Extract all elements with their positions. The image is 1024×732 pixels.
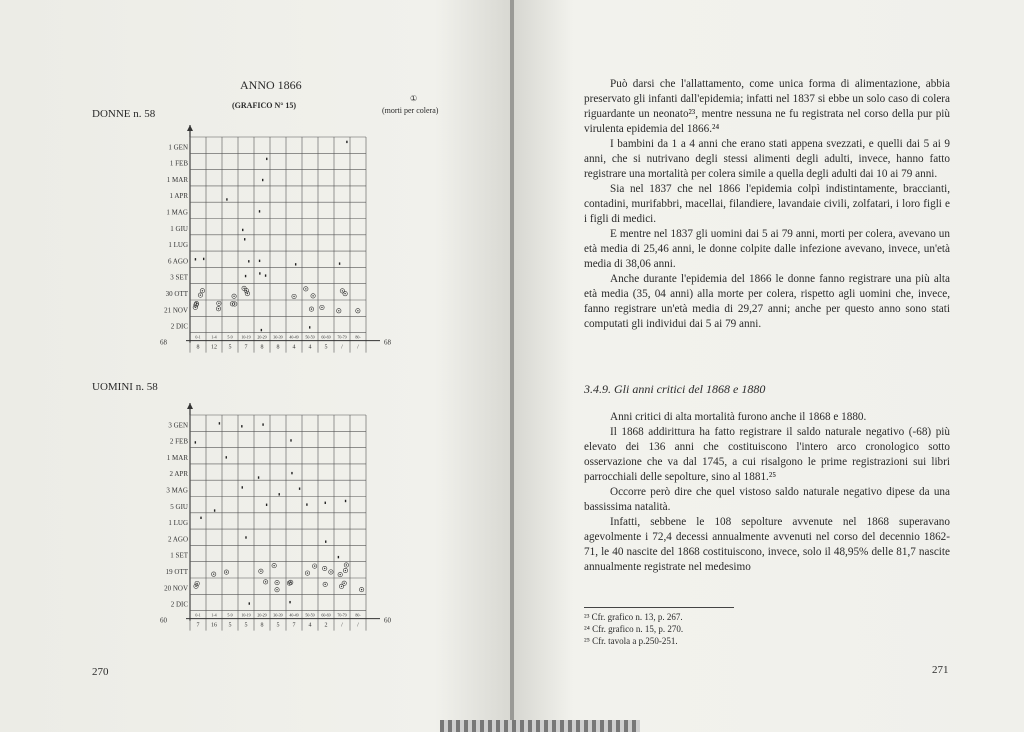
- cholera-death-mark: [324, 568, 325, 569]
- month-label: 3 SET: [170, 273, 188, 282]
- footnote: ²⁴ Cfr. grafico n. 15, p. 270.: [584, 624, 684, 634]
- cholera-death-mark: [196, 583, 197, 584]
- cholera-death-mark: [307, 572, 308, 573]
- class-count: 4: [292, 344, 296, 351]
- age-class-label: 60-69: [321, 334, 331, 340]
- cholera-death-mark: [314, 565, 315, 566]
- cholera-death-mark: [202, 290, 203, 291]
- cholera-death-mark: [339, 574, 340, 575]
- paragraph: Infatti, sebbene le 108 sepolture avvenute nel 1868 superavano agevolmente i 72,4 decessi annualmente avvenuti nel corso del decennio 1862-71, le 40 nascite del 1868 costituiscono, invece, solo il 48,95% delle 81,7 nascite annualmente registrate nel medesimo: [584, 516, 950, 573]
- death-mark: [291, 472, 292, 474]
- graph-label: (GRAFICO N° 15): [232, 101, 297, 110]
- total-left: 68: [160, 338, 167, 347]
- class-count: /: [357, 622, 359, 629]
- paragraph: Può darsi che l'allattamento, come unica forma di alimentazione, abbia preservato gli infanti dall'epidemia; infatti nel 1837 si ebbe un solo caso di colera riguardante un neonato²³, mentre nessuna ne fu registrata nel corso della pur più virulenta epidemia del 1866.²⁴: [584, 78, 950, 135]
- men-heading: UOMINI n. 58: [92, 381, 158, 393]
- footnote-rule: [584, 607, 734, 608]
- cholera-death-mark: [273, 565, 274, 566]
- cholera-death-mark: [346, 564, 347, 565]
- death-mark: [195, 258, 196, 260]
- cholera-death-mark: [265, 581, 266, 582]
- month-label: 5 GIU: [170, 502, 188, 511]
- cholera-death-mark: [330, 571, 331, 572]
- age-class-label: 80-: [355, 612, 361, 618]
- month-label: 2 DIC: [170, 322, 188, 331]
- paragraph: I bambini da 1 a 4 anni che erano stati appena svezzati, e quelli dai 5 ai 9 anni, che si nutrivano degli stessi alimenti degli adulti, invece, hanno fatto registrare una mortalità per colera simile a quella degli adulti dai 10 ai 79 anni.: [584, 138, 950, 180]
- class-count: 4: [308, 622, 312, 629]
- month-label: 1 FEB: [169, 159, 188, 168]
- cholera-death-mark: [276, 589, 277, 590]
- age-class-label: 5-9: [227, 334, 233, 340]
- month-label: 1 SET: [170, 551, 188, 560]
- month-label: 1 LUG: [168, 519, 188, 528]
- cholera-death-mark: [213, 573, 214, 574]
- age-class-label: 70-79: [337, 334, 347, 340]
- death-mark: [309, 326, 310, 328]
- month-label: 30 OTT: [165, 290, 188, 298]
- death-mark: [289, 601, 290, 603]
- footnote: ²⁵ Cfr. tavola a p.250-251.: [584, 636, 678, 646]
- month-label: 2 DIC: [170, 600, 188, 609]
- death-mark: [345, 500, 346, 502]
- class-count: 16: [211, 622, 217, 629]
- age-class-label: 50-59: [305, 612, 315, 618]
- page-number-left: 270: [92, 666, 109, 678]
- total-right: 68: [384, 338, 391, 347]
- month-label: 6 AGO: [167, 257, 188, 266]
- month-label: 1 MAG: [166, 208, 188, 217]
- class-count: 12: [211, 344, 217, 351]
- death-mark: [290, 439, 291, 441]
- cholera-death-mark: [311, 308, 312, 309]
- cholera-death-mark: [321, 307, 322, 308]
- scan-edge: [440, 720, 640, 732]
- age-class-label: 40-49: [289, 612, 299, 618]
- month-label: 1 MAR: [166, 175, 188, 184]
- death-mark: [265, 274, 266, 276]
- death-mark: [262, 179, 263, 181]
- men-chart: [150, 403, 400, 648]
- class-count: 7: [244, 344, 248, 351]
- month-label: 2 AGO: [167, 535, 188, 544]
- class-count: 5: [228, 622, 232, 629]
- month-label: 3 GEN: [168, 421, 188, 430]
- year-title: ANNO 1866: [240, 78, 302, 92]
- cholera-death-mark: [305, 288, 306, 289]
- death-mark: [203, 258, 204, 260]
- class-count: 5: [324, 344, 328, 351]
- cholera-death-mark: [312, 295, 313, 296]
- death-mark: [242, 486, 243, 488]
- age-class-label: 5-9: [227, 612, 233, 618]
- death-mark: [214, 509, 215, 511]
- month-label: 1 GEN: [168, 143, 188, 152]
- month-label: 1 LUG: [168, 241, 188, 250]
- cholera-death-mark: [200, 294, 201, 295]
- cholera-death-mark: [338, 310, 339, 311]
- death-mark: [244, 238, 245, 240]
- total-right: 60: [384, 616, 391, 625]
- cholera-death-mark: [243, 288, 244, 289]
- class-count: 8: [276, 344, 280, 351]
- cholera-death-mark: [232, 303, 233, 304]
- death-mark: [219, 422, 220, 424]
- page-number-right: 271: [932, 664, 949, 676]
- month-label: 2 FEB: [169, 437, 188, 446]
- cholera-death-mark: [357, 310, 358, 311]
- cholera-death-mark: [246, 290, 247, 291]
- age-class-label: 20-29: [257, 334, 267, 340]
- death-mark: [266, 158, 267, 160]
- total-left: 60: [160, 616, 167, 625]
- death-mark: [241, 425, 242, 427]
- death-mark: [279, 493, 280, 495]
- age-class-label: 30-39: [273, 334, 283, 340]
- month-label: 2 APR: [169, 470, 188, 479]
- death-mark: [258, 476, 259, 478]
- class-count: 8: [260, 622, 264, 629]
- death-mark: [242, 229, 243, 231]
- death-mark: [325, 502, 326, 504]
- month-label: 21 NOV: [164, 306, 188, 315]
- month-label: 20 NOV: [164, 584, 188, 593]
- death-mark: [245, 536, 246, 538]
- paragraph: E mentre nel 1837 gli uomini dai 5 ai 79 anni, morti per colera, avevano un età media di 25,46 anni, le donne colpite dalle infezione avevano, invece, un'età media di 38,06 anni.: [584, 228, 950, 270]
- age-class-label: 60-69: [321, 612, 331, 618]
- book-spine: [510, 0, 514, 732]
- paragraph: Anni critici di alta mortalità furono anche il 1868 e 1880.: [610, 411, 867, 423]
- cholera-death-mark: [226, 571, 227, 572]
- death-mark: [226, 198, 227, 200]
- death-mark: [346, 141, 347, 143]
- paragraph: Il 1868 addirittura ha fatto registrare il saldo naturale negativo (-68) più elevato dei 136 anni che costituiscono l'intero arco cronologico sotto osservazione che va dal 1745, a cui risalgono le prime registrazioni sui libri parrocchiali delle sepolture, sino al 1881.²⁵: [584, 426, 950, 483]
- class-count: 5: [244, 622, 248, 629]
- class-count: /: [341, 622, 343, 629]
- death-mark: [259, 210, 260, 212]
- paragraph: Occorre però dire che quel vistoso saldo naturale negativo dipese da una bassissima natalità.: [584, 486, 950, 513]
- class-count: 4: [308, 344, 312, 351]
- cholera-death-mark: [345, 570, 346, 571]
- age-class-label: 1-4: [211, 612, 217, 618]
- age-class-label: 0-1: [195, 612, 201, 618]
- death-mark: [259, 272, 260, 274]
- age-class-label: 10-19: [241, 612, 251, 618]
- age-class-label: 50-59: [305, 334, 315, 340]
- death-mark: [338, 556, 339, 558]
- class-count: /: [341, 344, 343, 351]
- cholera-death-mark: [293, 296, 294, 297]
- death-mark: [261, 329, 262, 331]
- age-class-label: 30-39: [273, 612, 283, 618]
- cholera-death-mark: [341, 586, 342, 587]
- cholera-death-mark: [342, 290, 343, 291]
- death-mark: [200, 517, 201, 519]
- body-text-bottom: [584, 410, 950, 575]
- axis-arrow: [187, 125, 193, 131]
- body-text-top: [584, 77, 950, 332]
- month-label: 19 OTT: [165, 568, 188, 576]
- death-mark: [306, 503, 307, 505]
- cholera-death-mark: [218, 308, 219, 309]
- age-class-label: 10-19: [241, 334, 251, 340]
- paragraph: Sia nel 1837 che nel 1866 l'epidemia colpì indistintamente, braccianti, contadini, murifabbri, macellai, filandiere, lavandaie civili, zolfatari, i loro figli e i figli di medici.: [584, 183, 950, 225]
- cholera-death-mark: [247, 293, 248, 294]
- death-mark: [245, 275, 246, 277]
- death-mark: [266, 504, 267, 506]
- class-count: 7: [292, 622, 296, 629]
- class-count: 7: [196, 622, 200, 629]
- axis-arrow: [187, 403, 193, 409]
- women-chart: [150, 125, 400, 370]
- death-mark: [262, 423, 263, 425]
- age-class-label: 1-4: [211, 334, 217, 340]
- cholera-death-mark: [233, 296, 234, 297]
- class-count: 5: [276, 622, 280, 629]
- cholera-death-mark: [196, 303, 197, 304]
- cholera-death-mark: [361, 589, 362, 590]
- death-mark: [195, 441, 196, 443]
- class-count: 8: [196, 344, 200, 351]
- age-class-label: 70-79: [337, 612, 347, 618]
- class-count: /: [357, 344, 359, 351]
- cholera-death-mark: [276, 582, 277, 583]
- cholera-death-mark: [343, 583, 344, 584]
- class-count: 2: [324, 622, 328, 629]
- cholera-death-mark: [290, 582, 291, 583]
- month-label: 3 MAG: [166, 486, 188, 495]
- age-class-label: 0-1: [195, 334, 201, 340]
- death-mark: [339, 262, 340, 264]
- women-heading: DONNE n. 58: [92, 108, 156, 120]
- death-mark: [226, 456, 227, 458]
- class-count: 8: [260, 344, 264, 351]
- cholera-death-mark: [260, 571, 261, 572]
- month-label: 1 MAR: [166, 453, 188, 462]
- section-title: 3.4.9. Gli anni critici del 1868 e 1880: [584, 382, 766, 396]
- cholera-death-mark: [218, 303, 219, 304]
- cholera-death-mark: [324, 584, 325, 585]
- month-label: 1 APR: [169, 192, 188, 201]
- death-mark: [259, 260, 260, 262]
- death-mark: [325, 540, 326, 542]
- month-label: 1 GIU: [170, 224, 188, 233]
- cholera-death-mark: [344, 293, 345, 294]
- age-class-label: 40-49: [289, 334, 299, 340]
- legend-text: (morti per colera): [382, 106, 439, 115]
- footnote: ²³ Cfr. grafico n. 13, p. 267.: [584, 612, 683, 622]
- age-class-label: 80-: [355, 334, 361, 340]
- class-count: 5: [228, 344, 232, 351]
- age-class-label: 20-29: [257, 612, 267, 618]
- legend-symbol: ①: [410, 94, 418, 103]
- death-mark: [249, 602, 250, 604]
- death-mark: [299, 487, 300, 489]
- paragraph: Anche durante l'epidemia del 1866 le donne fanno registrare una più alta età media (35, 04 anni) alla morte per colera, rispetto agli uomini che, invece, fanno registrare un'età media di 29,27 anni; anche per questo anno sono stati computati gli individui dai 5 ai 79 anni.: [584, 273, 950, 330]
- death-mark: [295, 263, 296, 265]
- death-mark: [248, 260, 249, 262]
